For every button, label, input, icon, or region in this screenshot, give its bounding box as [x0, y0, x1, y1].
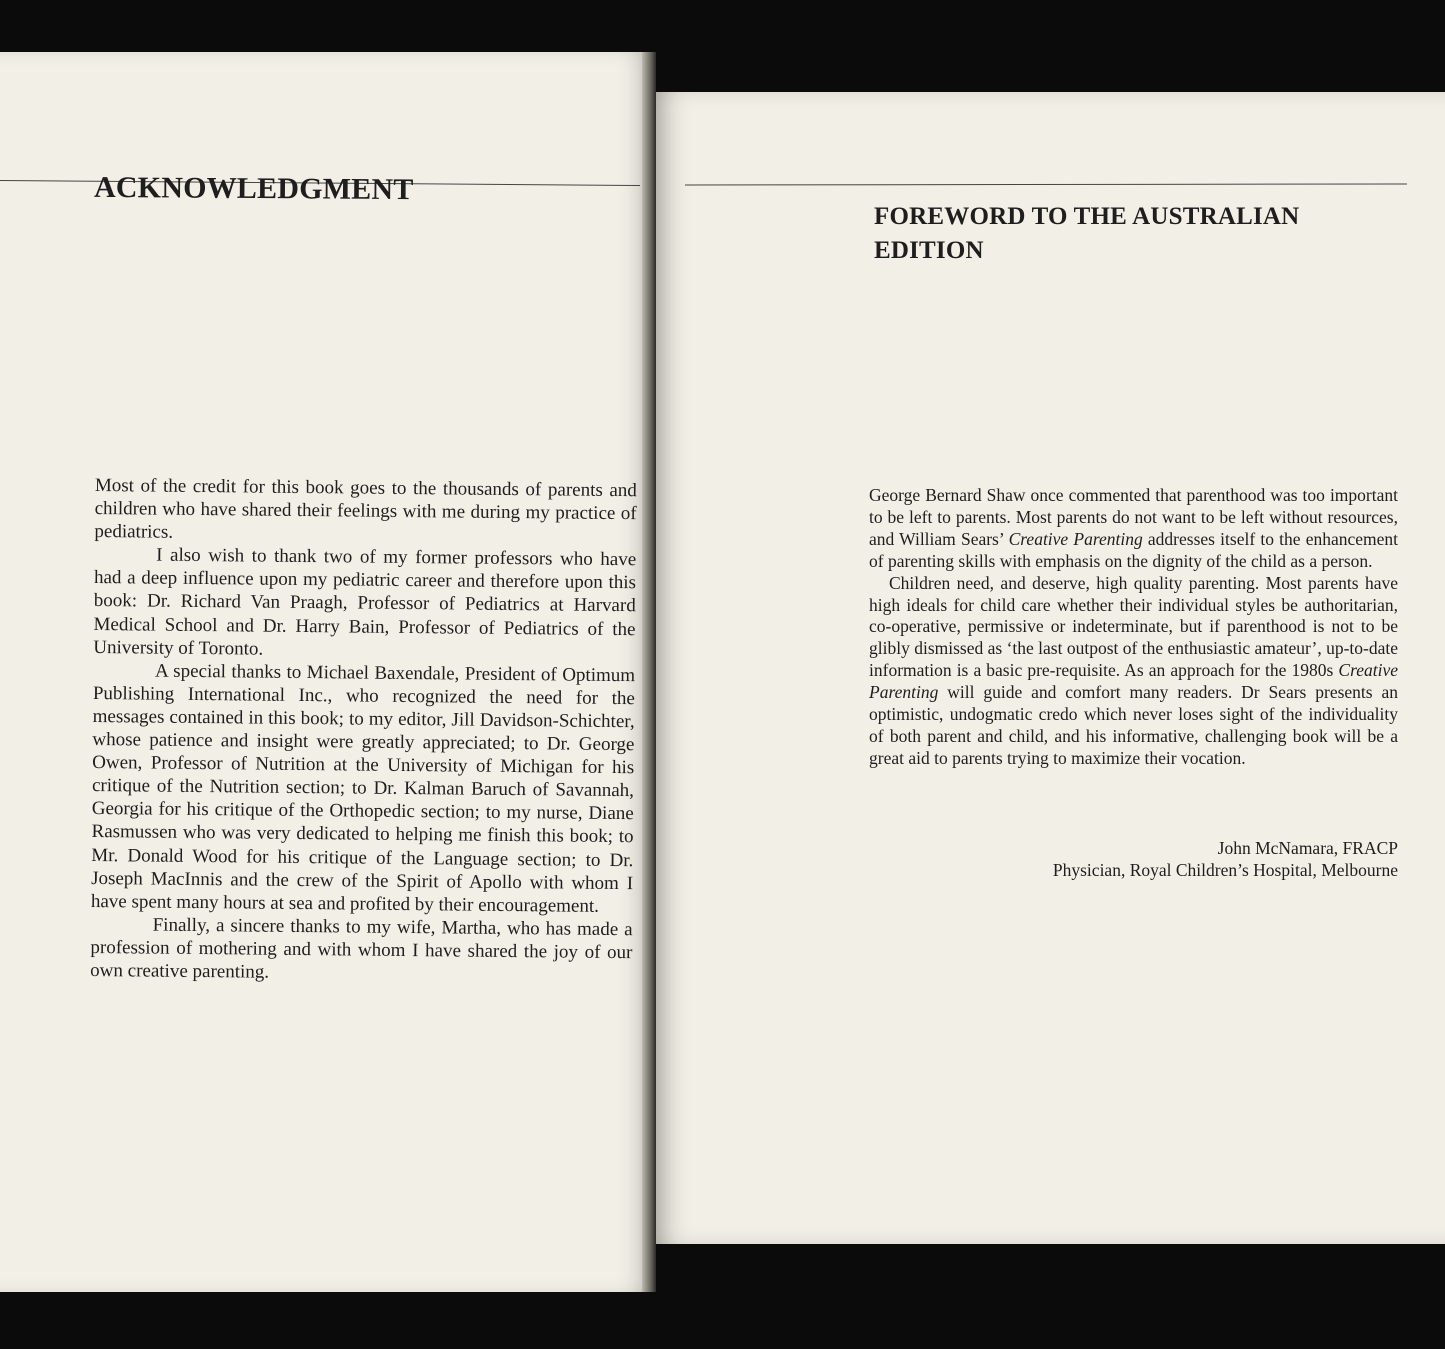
signature-name: John McNamara, FRACP [1217, 838, 1398, 858]
book-title: Creative Parenting [869, 660, 1398, 703]
paragraph: Finally, a sincere thanks to my wife, Martha, who has made a profession of mothering and with whom I have shared the joy of our own creative parenting. [90, 914, 633, 983]
signature [869, 837, 1398, 881]
foreword-body [869, 485, 1398, 770]
paragraph: I also wish to thank two of my former professors who have had a deep influence upon my pediatric career and therefore upon this book: Dr. Richard Van Praagh, Professor of Pediatrics at Harvard Medical School and Dr. Harry Bain, Professor of Pediatrics of the University of Toronto. [93, 544, 637, 660]
paragraph: George Bernard Shaw once commented that parenthood was too important to be left to parents. Most parents do not want to be left without resources, and William Sears’ Creative Parenting addresses itself to the enhancement of parenting skills with emphasis on the dignity of the child as a person. [869, 485, 1399, 571]
right-page [652, 92, 1445, 1244]
signature-position: Physician, Royal Children’s Hospital, Melbourne [1052, 860, 1398, 880]
paragraph: Most of the credit for this book goes to the thousands of parents and children who have shared their feelings with me during my practice of pediatrics. [94, 474, 637, 543]
book-gutter [642, 52, 656, 1292]
book-title: Creative Parenting [1008, 528, 1143, 549]
page-title: FOREWORD TO THE AUSTRALIAN EDITION [874, 203, 1300, 264]
acknowledgment-body [90, 474, 637, 987]
header-rule [685, 183, 1407, 185]
paragraph: Children need, and deserve, high quality parenting. Most parents have high ideals for child care whether their individual styles be authoritarian, co-operative, permissive or indeterminate, but if parenthood is not to be glibly dismissed as ‘the last outpost of the enthusiastic amateur’, up-to-date information is a basic pre-requisite. As an approach for the 1980s Creative Parenting will guide and comfort many readers. Dr Sears presents an optimistic, undogmatic credo which never loses sight of the individuality of both parent and child, and his informative, challenging book will be a great aid to parents trying to maximize their vocation. [869, 572, 1398, 768]
paragraph: A special thanks to Michael Baxendale, President of Optimum Publishing International Inc., who recognized the need for the messages contained in this book; to my editor, Jill Davidson-Schichter, whose patience and insight were greatly appreciated; to Dr. George Owen, Professor of Nutrition at the University of Michigan for his critique of the Nutrition section; to Dr. Kalman Baruch of Savannah, Georgia for his critique of the Orthopedic section; to my nurse, Diane Rasmussen who was very dedicated to helping me finish this book; to Mr. Donald Wood for his critique of the Language section; to Dr. Joseph MacInnis and the crew of the Spirit of Apollo with whom I have spent many hours at sea and profited by their encouragement. [90, 660, 636, 917]
page-title: ACKNOWLEDGMENT [93, 170, 414, 207]
left-page [0, 52, 650, 1292]
